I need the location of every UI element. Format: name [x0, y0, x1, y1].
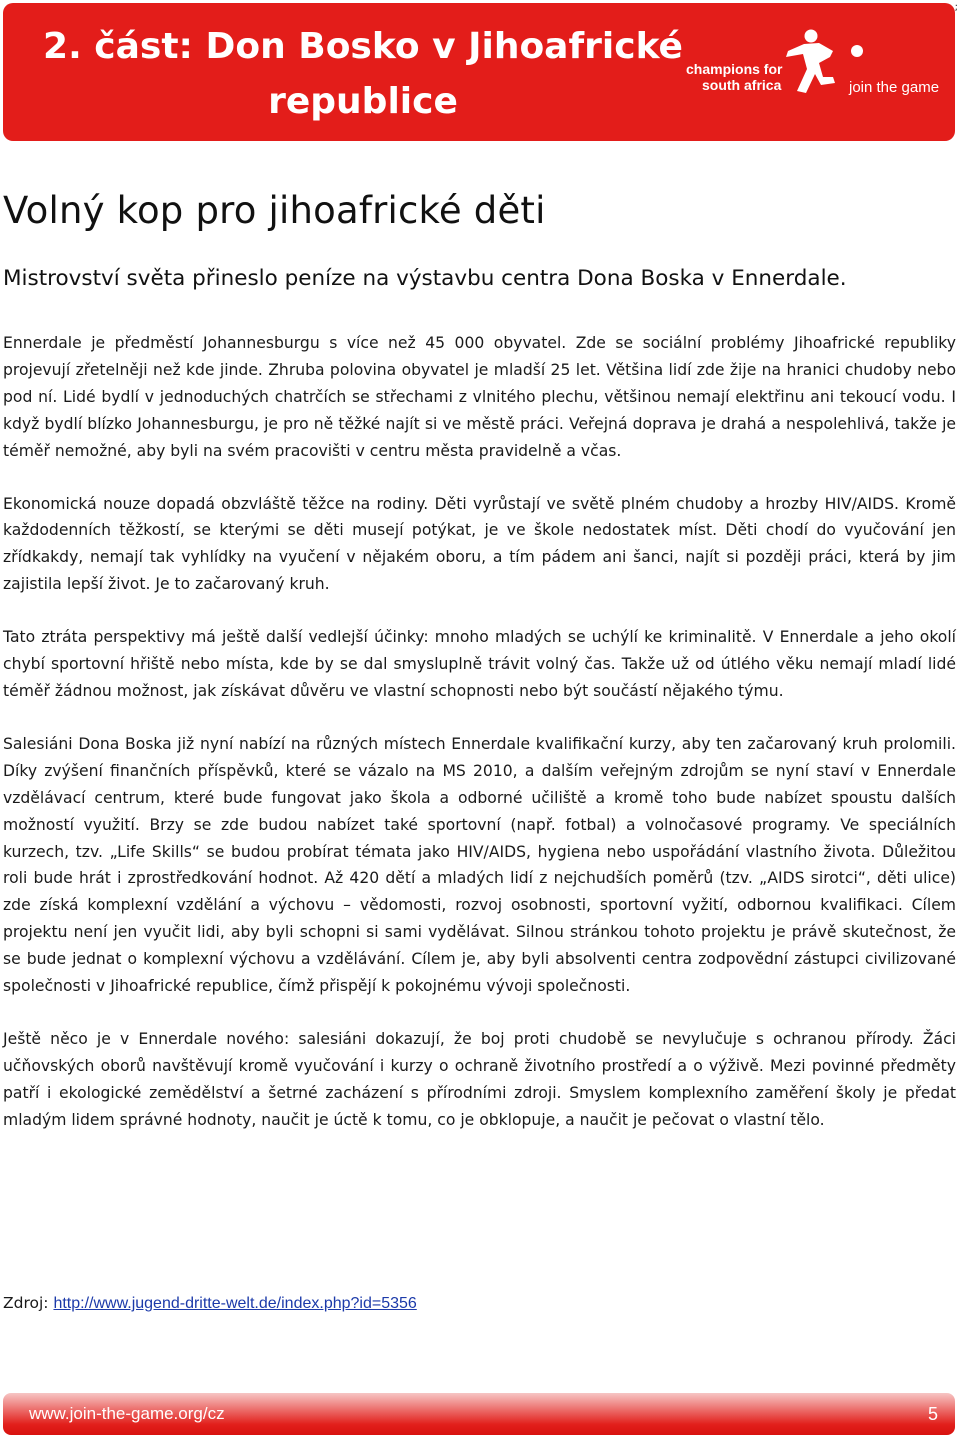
source-line	[3, 1290, 417, 1317]
page-number: 5	[927, 1404, 938, 1424]
paragraph: Ennerdale je předměstí Johannesburgu s více než 45 000 obyvatel. Zde se sociální problémy Jihoafrické republiky projevují zřetelněji než kde jinde. Zhruba polovina obyvatel je mladší 25 let. Většina lidí zde žije na hranici chudoby nebo pod ní. Lidé bydlí v jednoduchých chatrčích se střechami z vlnitého plechu, většinou nemají elektřinu ani tekoucí vodu. I když bydlí blízko Johannesburgu, je pro ně těžké najít si ve městě práci. Veřejná doprava je drahá a nespolehlivá, takže je téměř nemožné, aby byli na svém pracovišti v centru města pravidelně a včas.	[3, 334, 956, 460]
paragraph: Ještě něco je v Ennerdale nového: salesiáni dokazují, že boj proti chudobě se nevylučuje s ochranou přírody. Žáci učňovských oborů navštěvují kromě vyučování i kurzy o ochraně životního prostředí a o výživě. Mezi povinné předměty patří i ekologické zemědělství a šetrné zacházení s přírodními zdroji. Smyslem komplexního zaměření školy je předat mladým lidem správné hodnoty, naučit je úctě k tomu, co je obklopuje, a naučit je pečovat o vlastní tělo.	[3, 1029, 956, 1129]
page-footer	[3, 1393, 955, 1435]
logo-line1: champions for	[686, 61, 783, 77]
paragraph: Salesiáni Dona Boska již nyní nabízí na různých místech Ennerdale kvalifikační kurzy, aby ten začarovaný kruh prolomili. Díky zvýšení finančních příspěvků, které se vázalo na MS 2010, a dalším veřejným zdrojům se nyní staví v Ennerdale vzdělávací centrum, které bude fungovat jako škola a odborné učiliště a kromě toho bude nabízet spoustu dalších možností využití. Brzy se zde budou nabízet také sportovní (např. fotbal) a volnočasové programy. Ve speciálních kurzech, tzv. „Life Skills“ se budou probírat témata jako HIV/AIDS, hygiena nebo uspořádání vlastního života. Důležitou roli bude hrát i zprostředkování hodnot. Až 420 dětí a mladých lidí z nejchudších poměrů (tzv. „AIDS sirotci“, děti ulice) zde získá komplexní vzdělání a výchovu – vědomosti, rozvoj osobnosti, sportovní vyžití, odbornou kvalifikaci. Cílem projektu není jen vyučit lidi, aby byli schopni si sami vydělávat. Silnou stránkou tohoto projektu je právě skutečnost, že se bude jednat o komplexní výchovu a vzdělávání. Cílem je, aby byli absolventi centra zodpovědní zástupci civilizované společnosti v Jihoafrické republice, čímž přispějí k pokojnému vývoji společnosti.	[3, 734, 956, 996]
campaign-logo-text	[686, 61, 782, 93]
corner-mark: ;	[954, 2, 958, 13]
header-banner	[3, 3, 955, 141]
source-label: Zdroj:	[3, 1294, 49, 1312]
article-subheadline: Mistrovství světa přineslo peníze na výstavbu centra Dona Boska v Ennerdale.	[3, 266, 847, 291]
footer-url: www.join-the-game.org/cz	[29, 1404, 225, 1423]
paragraph: Ekonomická nouze dopadá obzvláště těžce na rodiny. Děti vyrůstají ve světě plném chudoby a hrozby HIV/AIDS. Kromě každodenních těžkostí, se kterými se děti musejí potýkat, je ve škole nedostatek míst. Děti chodí do vyučování jen zřídkakdy, nemají tak vyhlídky na vyučení v nějakém oboru, a tím pádem ani šanci, najít si později práci, která by jim zajistila lepší život. Je to začarovaný kruh.	[3, 494, 956, 594]
logo-line2: south africa	[702, 77, 782, 93]
section-title	[43, 19, 683, 129]
article-headline: Volný kop pro jihoafrické děti	[3, 189, 546, 232]
section-title-line2: republice	[268, 81, 458, 122]
paragraph: Tato ztráta perspektivy má ještě další vedlejší účinky: mnoho mladých se uchýlí ke kriminalitě. V Ennerdale a jeho okolí chybí sportovní hřiště nebo místa, kde by se dal smysluplně trávit volný čas. Takže už od útlého věku nemají mladí lidé téměř žádnou možnost, jak získávat důvěru ve vlastní schopnosti nebo být součástí nějakého týmu.	[3, 628, 956, 700]
source-link[interactable]: http://www.jugend-dritte-welt.de/index.php?id=5356	[53, 1295, 417, 1312]
join-the-game-label: join the game	[849, 79, 940, 96]
article-body	[3, 330, 956, 1160]
section-title-line1: 2. část: Don Bosko v Jihoafrické	[43, 26, 683, 67]
